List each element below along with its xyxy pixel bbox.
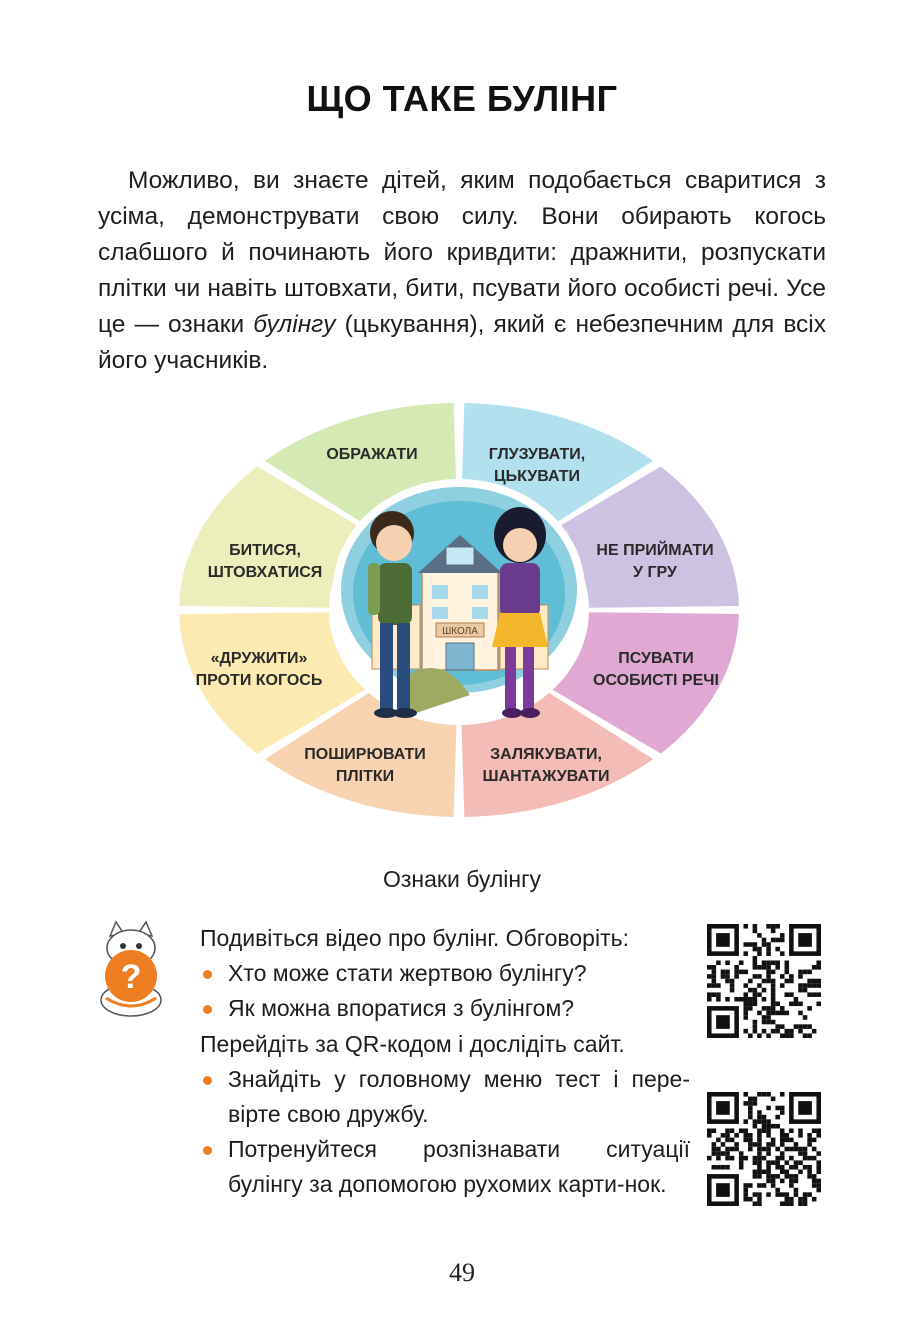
diagram-segment-label: ШТОВХАТИСЯ bbox=[207, 564, 323, 581]
intro-text-start: Можливо, ви знаєте дітей, яким подобається сваритися з усіма, демонструвати свою силу. Вони обирають когось слабшого й починають його кривдити: дражнити, розпускати плітки чи навіть штовхати, бити, псувати його особисті речі. Усе це — ознаки bbox=[98, 167, 826, 338]
intro-paragraph bbox=[98, 163, 826, 379]
diagram-segment-label: ЗАЛЯКУВАТИ, bbox=[490, 746, 602, 763]
diagram-segment-label: ПРОТИ КОГОСЬ bbox=[195, 672, 323, 689]
diagram-segment-label: ЦЬКУВАТИ bbox=[493, 468, 581, 485]
cat-question-icon bbox=[96, 918, 166, 1018]
page-number: 49 bbox=[449, 1258, 475, 1287]
intro-text-end: (цькування), який є небезпечним для всіх його учасників. bbox=[98, 311, 826, 374]
diagram-segment-label: НЕ ПРИЙМАТИ bbox=[596, 542, 714, 559]
qr-code-video[interactable] bbox=[707, 924, 821, 1038]
diagram-segment-label: ПЛІТКИ bbox=[335, 768, 395, 785]
task-intro: Подивіться відео про булінг. Обговоріть: bbox=[200, 925, 629, 951]
svg-text:?: ? bbox=[120, 958, 142, 996]
qr-code-site[interactable] bbox=[707, 1092, 821, 1206]
boy-illustration bbox=[368, 511, 417, 718]
diagram-segment-label: «ДРУЖИТИ» bbox=[210, 650, 308, 667]
diagram-segment-label: ОБРАЖАТИ bbox=[326, 446, 418, 463]
activity-item: Потренуйтеся розпізнавати ситуації булінгу за допомогою рухомих карти-нок. bbox=[200, 1132, 690, 1202]
diagram-segment-label: ШАНТАЖУВАТИ bbox=[482, 768, 610, 785]
activity-item: Знайдіть у головному меню тест і пере-вірте свою дружбу. bbox=[200, 1062, 690, 1132]
diagram-segment-label: БИТИСЯ, bbox=[229, 542, 301, 559]
task-block bbox=[200, 920, 690, 1202]
diagram-segment-label: ПОШИРЮВАТИ bbox=[304, 746, 426, 763]
bullying-signs-diagram bbox=[0, 395, 924, 855]
school-sign: ШКОЛА bbox=[442, 626, 478, 637]
page-title: ЩО ТАКЕ БУЛІНГ bbox=[306, 78, 618, 119]
diagram-segment-label: ПСУВАТИ bbox=[618, 650, 694, 667]
diagram-segment-label: ОСОБИСТІ РЕЧІ bbox=[593, 672, 719, 689]
diagram-segment-label: У ГРУ bbox=[633, 564, 677, 581]
diagram-segment-label: ГЛУЗУВАТИ, bbox=[488, 446, 586, 463]
intro-term-italic: булінгу bbox=[253, 311, 336, 338]
question-item: Як можна впоратися з булінгом? bbox=[200, 991, 690, 1026]
question-item: Хто може стати жертвою булінгу? bbox=[200, 956, 690, 991]
diagram-caption: Ознаки булінгу bbox=[382, 866, 541, 892]
qr-instruction: Перейдіть за QR-кодом і дослідіть сайт. bbox=[200, 1031, 625, 1057]
